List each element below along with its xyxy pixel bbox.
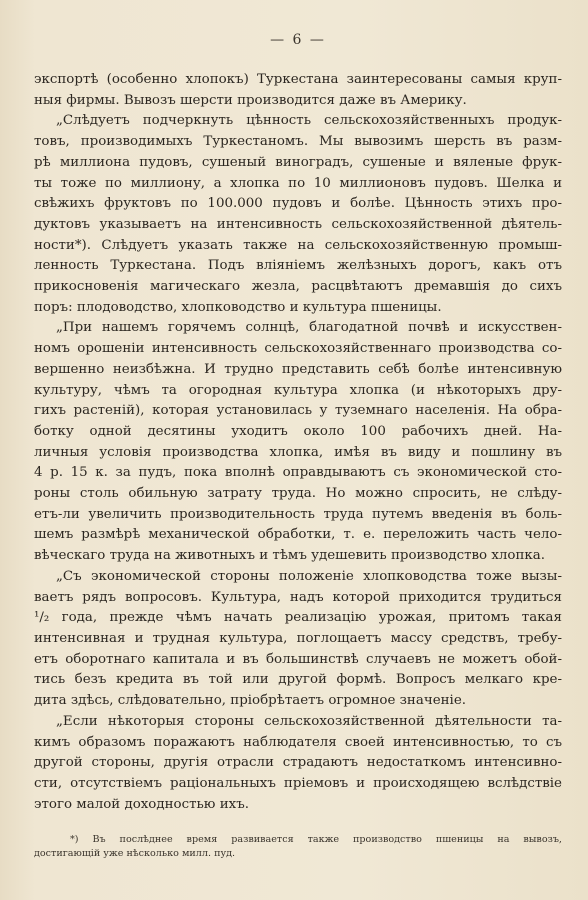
text-line: номъ орошеніи интенсивность сельскохозяйственнаго производства со- xyxy=(34,341,562,357)
text-line: свѣжихъ фруктовъ по 100.000 пудовъ и болѣе. Цѣнность этихъ про- xyxy=(34,196,562,212)
text-line: личныя условія производства хлопка, имѣя въ виду и пошлину въ xyxy=(34,444,562,460)
text-line: „При нашемъ горячемъ солнцѣ, благодатной почвѣ и искусствен- xyxy=(56,320,562,336)
text-line: тись безъ кредита въ той или другой формѣ. Вопросъ мелкаго кре- xyxy=(34,672,562,688)
text-line: вершенно неизбѣжна. И трудно представить себѣ болѣе интенсивную xyxy=(34,361,562,377)
text-line: етъ-ли увеличить производительность труда путемъ введенія въ боль- xyxy=(34,506,562,522)
text-line: етъ оборотнаго капитала и въ большинствѣ случаевъ не можетъ обой- xyxy=(34,651,562,667)
text-line: „Съ экономической стороны положеніе хлопководства тоже вызы- xyxy=(56,568,562,584)
text-line: ¹/₂ года, прежде чѣмъ начать реализацію урожая, притомъ такая xyxy=(34,610,562,626)
text-line: экспортѣ (особенно хлопокъ) Туркестана заинтересованы самыя круп- xyxy=(34,72,562,87)
text-line: поръ: плодоводство, хлопководство и культура пшеницы. xyxy=(34,299,442,315)
text-line: дуктовъ указываетъ на интенсивность сельскохозяйственной дѣятель- xyxy=(34,216,562,232)
text-line: ты тоже по миллиону, а хлопка по 10 миллионовъ пудовъ. Шелка и xyxy=(34,175,562,191)
text-line: „Слѣдуетъ подчеркнуть цѣнность сельскохозяйственныхъ продук- xyxy=(56,113,562,129)
body-text xyxy=(34,70,562,815)
text-line: интенсивная и трудная культура, поглощаетъ массу средствъ, требу- xyxy=(34,630,562,646)
text-line: прикосновенія магическаго жезла, расцвѣтаютъ дремавшія до сихъ xyxy=(34,279,562,295)
footnote-line: достигающій уже нѣсколько милл. пуд. xyxy=(34,848,236,860)
footnote-line: *) Въ послѣднее время развивается также производство пшеницы на вывозъ, xyxy=(70,834,562,846)
text-line: другой стороны, другія отрасли страдаютъ недостаткомъ интенсивно- xyxy=(34,755,562,771)
text-line: роны столь обильную затрату труда. Но можно спросить, не слѣду- xyxy=(34,486,562,502)
text-line: рѣ миллиона пудовъ, сушеный виноградъ, сушеные и вяленые фрук- xyxy=(34,154,562,170)
footnote xyxy=(34,833,562,861)
text-line: ныя фирмы. Вывозъ шерсти производится даже въ Америку. xyxy=(34,92,467,108)
text-line: вѣческаго труда на животныхъ и тѣмъ удешевить производство хлопка. xyxy=(34,548,545,564)
text-line: кимъ образомъ поражаютъ наблюдателя своей интенсивностью, то съ xyxy=(34,734,562,750)
page-number-header: — 6 — xyxy=(270,32,326,48)
text-line: 4 р. 15 к. за пудъ, пока вполнѣ оправдываютъ съ экономической сто- xyxy=(34,465,562,481)
text-line: культуру, чѣмъ та огородная культура хлопка (и нѣкоторыхъ дру- xyxy=(34,382,562,398)
text-line: этого малой доходностью ихъ. xyxy=(34,796,249,812)
text-line: сти, отсутствіемъ раціональныхъ пріемовъ и происходящею вслѣдствіе xyxy=(34,775,562,791)
text-line: ваетъ рядъ вопросовъ. Культура, надъ которой приходится трудиться xyxy=(34,589,562,605)
text-line: гихъ растеній), которая установилась у туземнаго населенія. На обра- xyxy=(34,403,562,419)
text-line: дита здѣсь, слѣдовательно, пріобрѣтаетъ огромное значеніе. xyxy=(34,693,467,709)
text-line: ленность Туркестана. Подъ вліяніемъ желѣзныхъ дорогъ, какъ отъ xyxy=(34,258,562,274)
text-line: ности*). Слѣдуетъ указать также на сельскохозяйственную промыш- xyxy=(34,237,562,253)
text-line: товъ, производимыхъ Туркестаномъ. Мы вывозимъ шерсть въ разм- xyxy=(34,134,562,150)
text-line: ботку одной десятины уходитъ около 100 рабочихъ дней. На- xyxy=(34,423,562,439)
text-line: шемъ размѣрѣ механической обработки, т. е. переложить часть чело- xyxy=(34,527,562,543)
text-line: „Если нѣкоторыя стороны сельскохозяйственной дѣятельности та- xyxy=(56,713,562,729)
